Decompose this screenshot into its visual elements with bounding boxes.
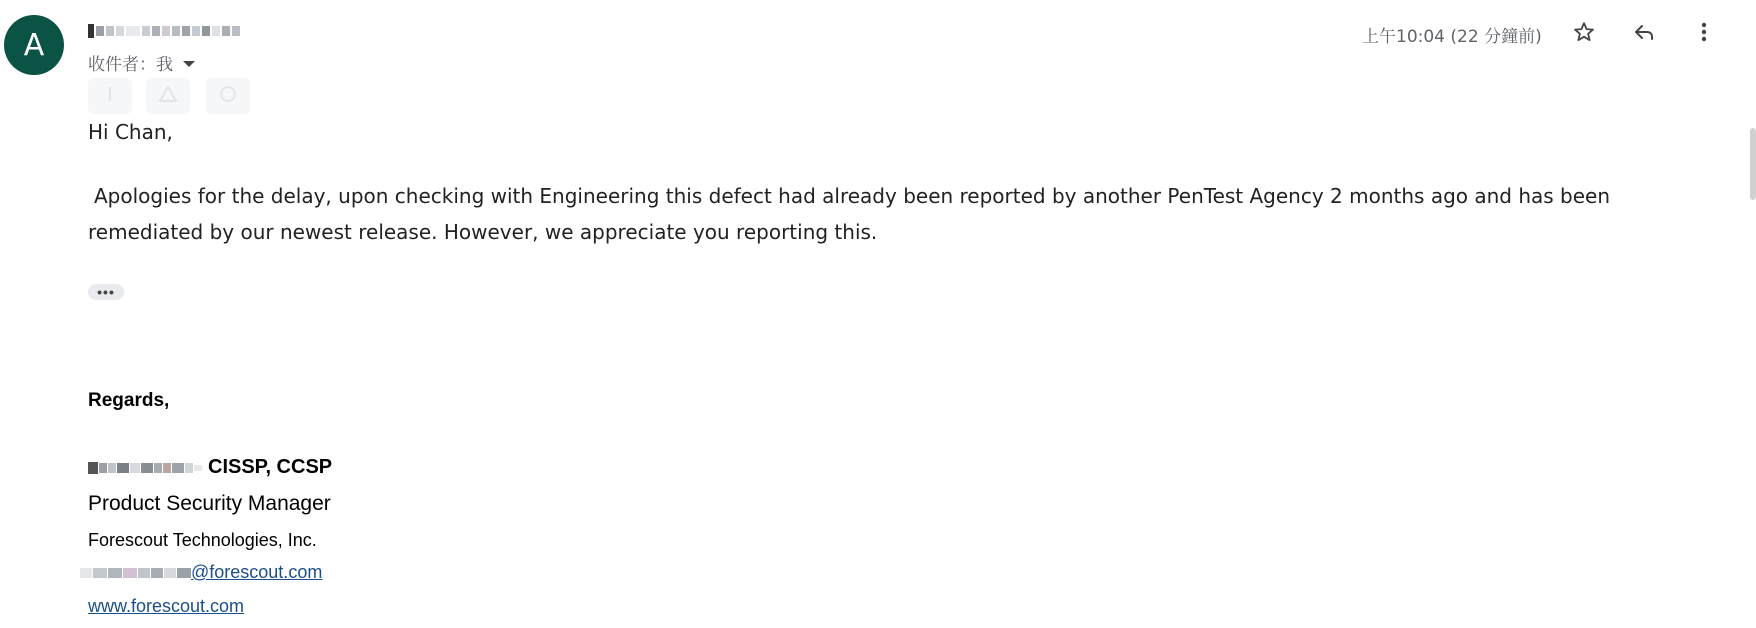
sender-avatar[interactable] [4, 15, 64, 75]
network-icon [218, 84, 238, 109]
signature-credentials: CISSP, CCSP [208, 456, 333, 478]
download-icon [103, 86, 117, 107]
faint-action-button-3[interactable] [206, 78, 250, 114]
star-button[interactable] [1564, 12, 1604, 52]
more-options-button[interactable] [1684, 12, 1724, 52]
reply-icon [1632, 20, 1656, 44]
recipient-label: 收件者：我 [88, 55, 173, 75]
signature-regards: Regards, [88, 390, 170, 411]
reply-button[interactable] [1624, 12, 1664, 52]
email-domain-link[interactable]: @forescout.com [191, 562, 323, 582]
message-body-text: Apologies for the delay, upon checking with Engineering this defect had already been reported by another PenTest Agency 2 months ago and has been remediated by our newest release. However, we appreciate you reporting this. [88, 184, 1611, 244]
more-vert-icon [1692, 20, 1716, 44]
chevron-down-icon [183, 61, 195, 67]
show-trimmed-content-button[interactable]: ••• [88, 284, 124, 300]
avatar-letter: A [23, 27, 45, 63]
faint-action-button-1[interactable] [88, 78, 132, 114]
share-icon [158, 85, 178, 108]
website-link[interactable]: www.forescout.com [88, 596, 245, 616]
star-icon [1572, 20, 1596, 44]
faint-action-button-2[interactable] [146, 78, 190, 114]
signature-title: Product Security Manager [88, 492, 331, 515]
signature-company: Forescout Technologies, Inc. [88, 530, 317, 550]
recipient-details-toggle[interactable] [88, 50, 195, 75]
signature-name-redacted [88, 462, 202, 474]
scrollbar-thumb[interactable] [1750, 128, 1756, 200]
signature-email [80, 562, 322, 583]
email-local-redacted [80, 568, 191, 578]
message-time: 上午10:04 (22 分鐘前) [1362, 27, 1542, 47]
signature-name-line [88, 456, 332, 479]
sender-name-redacted [88, 20, 240, 42]
message-greeting: Hi Chan, [88, 120, 173, 144]
message-body [88, 178, 1648, 250]
